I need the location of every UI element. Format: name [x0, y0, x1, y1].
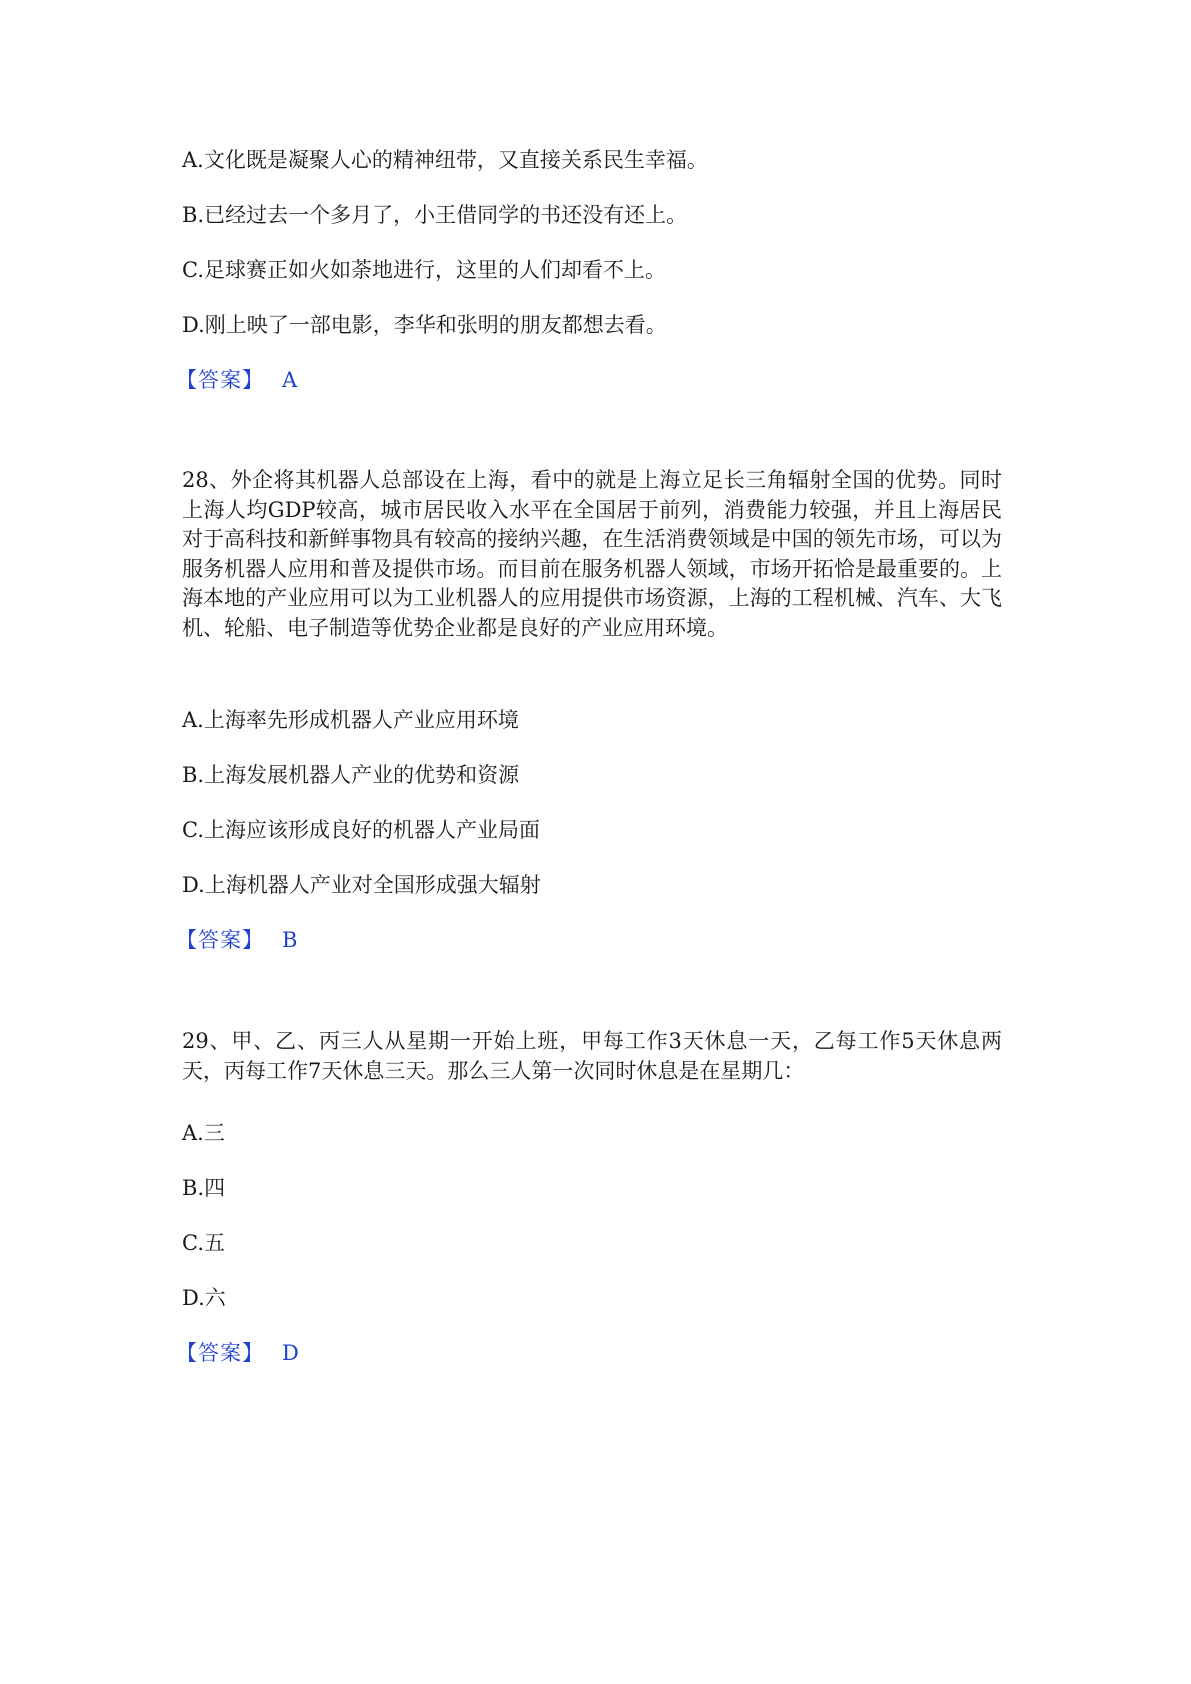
q29-answer — [176, 1338, 299, 1368]
q28-option-d: D.上海机器人产业对全国形成强大辐射 — [182, 873, 541, 897]
q27-option-a: A.文化既是凝聚人心的精神纽带，又直接关系民生幸福。 — [182, 148, 708, 172]
q27-option-d: D.刚上映了一部电影，李华和张明的朋友都想去看。 — [182, 313, 667, 337]
q29-option-b: B.四 — [182, 1176, 226, 1200]
q28-option-b: B.上海发展机器人产业的优势和资源 — [182, 763, 520, 787]
q28-stem: 28、外企将其机器人总部设在上海，看中的就是上海立足长三角辐射全国的优势。同时上海人均GDP较高，城市居民收入水平在全国居于前列，消费能力较强，并且上海居民对于高科技和新鲜事物具有较高的接纳兴趣，在生活消费领域是中国的领先市场，可以为服务机器人应用和普及提供市场。而目前在服务机器人领域，市场开拓恰是最重要的。上海本地的产业应用可以为工业机器人的应用提供市场资源，上海的工程机械、汽车、大飞机、轮船、电子制造等优势企业都是良好的产业应用环境。 — [182, 468, 1002, 640]
q27-answer-value: A — [282, 368, 298, 392]
q28-option-a: A.上海率先形成机器人产业应用环境 — [182, 708, 519, 732]
q29-option-d: D.六 — [182, 1286, 226, 1310]
q27-answer — [176, 365, 297, 395]
q27-answer-label: 【答案】 — [176, 368, 264, 392]
q28-answer — [176, 925, 297, 955]
q29-stem: 29、甲、乙、丙三人从星期一开始上班，甲每工作3天休息一天，乙每工作5天休息两天，丙每工作7天休息三天。那么三人第一次同时休息是在星期几： — [182, 1029, 1002, 1083]
q28-answer-value: B — [282, 928, 298, 952]
q29-answer-value: D — [282, 1341, 299, 1365]
q27-option-c: C.足球赛正如火如荼地进行，这里的人们却看不上。 — [182, 258, 666, 282]
q29-answer-label: 【答案】 — [176, 1341, 264, 1365]
q29-option-c: C.五 — [182, 1231, 225, 1255]
q29-option-a: A.三 — [182, 1121, 225, 1145]
q28-option-c: C.上海应该形成良好的机器人产业局面 — [182, 818, 540, 842]
q28-answer-label: 【答案】 — [176, 928, 264, 952]
q27-option-b: B.已经过去一个多月了，小王借同学的书还没有还上。 — [182, 203, 688, 227]
